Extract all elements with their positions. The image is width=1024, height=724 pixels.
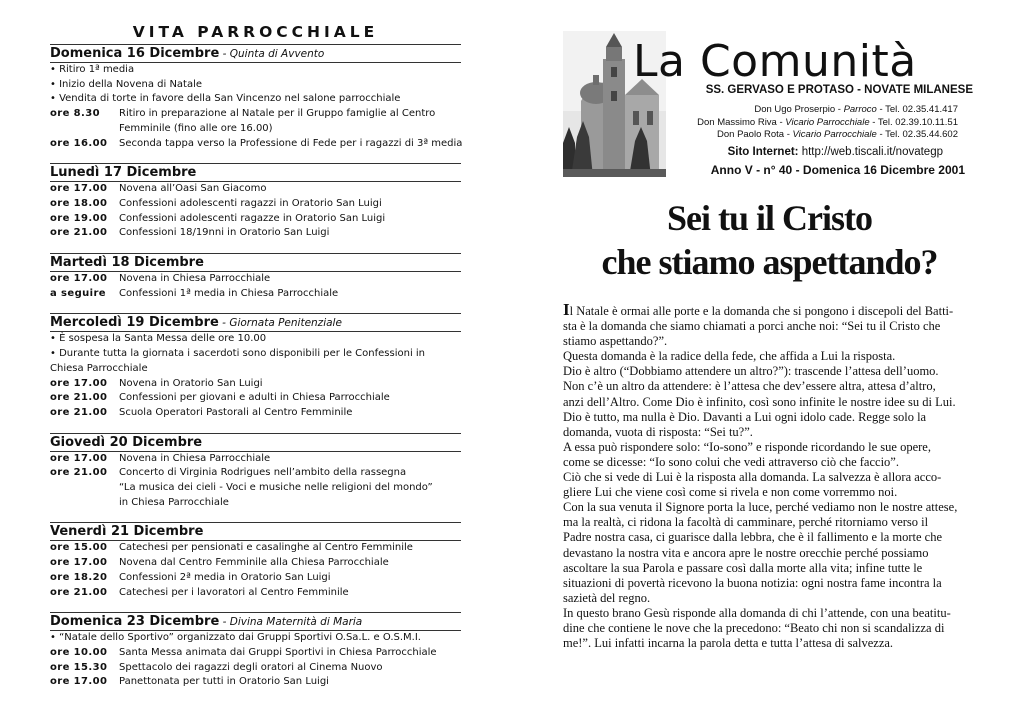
event-row (50, 212, 461, 227)
bullet-item: • Ritiro 1ª media (50, 64, 135, 75)
article-line: situazioni di povertà ricevono la buona notizia: ogni nostra fame incontra la (563, 575, 942, 590)
event-time: ore 17.00 (50, 183, 108, 195)
day-title: Domenica 16 Dicembre (50, 46, 220, 61)
article-line: devastano la nostra vita e ancora apre le nostre orecchie perché possiamo (563, 545, 929, 560)
article-line: sazietà del regno. (563, 590, 651, 605)
event-description: Spettacolo dei ragazzi degli oratori al Cinema Nuovo (119, 661, 383, 673)
event-description: Catechesi per pensionati e casalinghe al Centro Femminile (119, 542, 413, 554)
schedule (50, 44, 461, 690)
event-row (50, 675, 461, 690)
article-line: Dio è tutto, ma nulla è Dio. Davanti a Lui ogni idolo cade. Regge solo la (563, 409, 927, 424)
day-subtitle: Quinta di Avvento (229, 48, 325, 60)
event-row (50, 571, 461, 586)
event-time: ore 21.00 (50, 586, 108, 598)
day-title: Giovedì 20 Dicembre (50, 434, 203, 450)
event-description: Confessioni adolescenti ragazze in Oratorio San Luigi (119, 212, 386, 224)
article-line: Con la sua venuta il Signore porta la luce, perché vediamo non le nostre attese, (563, 500, 958, 515)
article-line: Dio è altro (“Dobbiamo attendere un altro?”): trascende l’attesa dell’uomo. (563, 364, 939, 379)
day-sep: - (218, 317, 230, 330)
event-description: Novena all’Oasi San Giacomo (119, 183, 267, 195)
article-body (563, 302, 976, 651)
article-line: ma la realtà, ci ridona la facoltà di camminare, perché ritorniamo verso il (563, 515, 929, 530)
event-description: Confessioni 2ª media in Oratorio San Luigi (119, 571, 331, 583)
event-description: Confessioni adolescenti ragazzi in Oratorio San Luigi (119, 197, 382, 209)
article-line: Padre nostra casa, ci guarisce dalla lebbra, che è il fallimento e la morte che (563, 530, 942, 545)
event-row (50, 391, 461, 406)
website-url[interactable]: http://web.tiscali.it/novategp (801, 146, 943, 158)
event-time: ore 21.00 (50, 227, 108, 239)
drop-cap: I (563, 300, 570, 319)
newsletter-title: La Comunità (633, 36, 917, 87)
event-description: Concerto di Virginia Rodrigues nell’ambito della rassegna (119, 467, 407, 479)
event-description: Confessioni 1ª media in Chiesa Parrocchiale (119, 287, 339, 299)
event-description: in Chiesa Parrocchiale (119, 496, 229, 508)
event-time: ore 16.00 (50, 137, 108, 149)
day-header (50, 522, 461, 541)
event-description: Confessioni per giovani e adulti in Chiesa Parrocchiale (119, 392, 390, 404)
day-block (50, 433, 461, 511)
event-description: Novena in Oratorio San Luigi (119, 377, 263, 389)
event-time: ore 17.00 (50, 273, 108, 285)
article-line: anzi dell’Altro. Come Dio è infinito, così sono infinite le nostre idee su di Lui. (563, 394, 956, 409)
event-time: ore 15.30 (50, 661, 108, 673)
event-time: ore 8.30 (50, 108, 100, 120)
event-time: ore 17.00 (50, 452, 108, 464)
event-row (50, 182, 461, 197)
article-line: Non c’è un altro da attendere: è l’attesa che dev’essere altra, attesa d’altro, (563, 379, 936, 394)
bullet-item: • Vendita di torte in favore della San Vincenzo nel salone parrocchiale (50, 93, 401, 105)
day-block (50, 612, 461, 690)
event-row (50, 541, 461, 556)
article-line: Ciò che si vede di Lui è la risposta alla domanda. La salvezza è allora acco- (563, 470, 942, 485)
event-time: ore 17.00 (50, 557, 108, 569)
day-block (50, 44, 461, 151)
event-time: ore 15.00 (50, 542, 108, 554)
event-description: Novena in Chiesa Parrocchiale (119, 273, 271, 285)
event-description: Confessioni 18/19nni in Oratorio San Luigi (119, 227, 330, 239)
event-time: ore 19.00 (50, 212, 108, 224)
article-line: gliere Lui che viene così come si rivela e non come vorremmo noi. (563, 485, 898, 500)
bullet-item: Chiesa Parrocchiale (50, 362, 148, 374)
event-time: ore 18.20 (50, 571, 108, 583)
website-label: Sito Internet: (727, 146, 799, 158)
day-gap (50, 151, 461, 163)
day-gap (50, 510, 461, 522)
bullet-item: • È sospesa la Santa Messa delle ore 10.00 (50, 333, 267, 345)
article-text: l Natale è ormai alle porte e la domanda che si pongono i discepoli del Batti- (569, 304, 954, 318)
event-description: Novena dal Centro Femminile alla Chiesa Parrocchiale (119, 557, 389, 569)
event-time: a seguire (50, 287, 106, 299)
event-time: ore 17.00 (50, 377, 108, 389)
event-description: Scuola Operatori Pastorali al Centro Femminile (119, 406, 353, 418)
day-title: Venerdì 21 Dicembre (50, 524, 204, 540)
event-row (50, 107, 461, 122)
event-row (50, 197, 461, 212)
bullet-item: • Durante tutta la giornata i sacerdoti sono disponibili per le Confessioni in (50, 348, 426, 360)
event-row (50, 452, 461, 467)
day-header (50, 163, 461, 182)
website (668, 146, 943, 158)
event-row (50, 586, 461, 601)
event-row (50, 646, 461, 661)
headline: Sei tu il Cristo che stiamo aspettando? (601, 198, 938, 282)
day-title: Lunedì 17 Dicembre (50, 165, 197, 181)
event-description: Panettonata per tutti in Oratorio San Luigi (119, 676, 329, 688)
article-line: ascoltare la sua Parola e passare così dalla morte alla vita; infine tutte le (563, 560, 923, 575)
article-line: stiamo aspettando?”. (563, 334, 668, 349)
event-row (50, 226, 461, 241)
event-time: ore 17.00 (50, 676, 108, 688)
day-gap (50, 301, 461, 313)
bullet-item: • “Natale dello Sportivo” organizzato dai Gruppi Sportivi O.Sa.L. e O.S.M.I. (50, 632, 421, 644)
day-subtitle: Giornata Penitenziale (229, 317, 342, 330)
day-block (50, 313, 461, 420)
event-row (50, 137, 461, 152)
day-block (50, 163, 461, 241)
clergy-line: Don Ugo Proserpio - Parroco - Tel. 02.35.41.417 (754, 104, 958, 115)
article-line: dine che contiene le nove che la precedono: “Beato chi non si scandalizza di (563, 620, 945, 635)
article-line: In questo brano Gesù risponde alla domanda di chi l’attende, con una beatitu- (563, 605, 951, 620)
event-description: Catechesi per i lavoratori al Centro Femminile (119, 586, 349, 598)
bullet-item: • Inizio della Novena di Natale (50, 78, 203, 90)
event-row (50, 661, 461, 676)
event-description: Novena in Chiesa Parrocchiale (119, 452, 271, 464)
event-time (50, 481, 119, 496)
event-row (50, 466, 461, 481)
day-title: Mercoledì 19 Dicembre (50, 315, 219, 331)
day-gap (50, 600, 461, 612)
event-row (50, 556, 461, 571)
day-block (50, 253, 461, 301)
event-time: ore 21.00 (50, 392, 108, 404)
day-subtitle: Divina Maternità di Maria (229, 616, 363, 629)
article-line (563, 302, 976, 319)
event-row (50, 287, 461, 302)
article-line: A essa può rispondere solo: “Io-sono” e risponde ricordando le sue opere, (563, 439, 931, 454)
article-line: come se dicesse: “Io sono colui che vedi attraverso ciò che faccio”. (563, 454, 899, 469)
article-line: sta è la domanda che siamo chiamati a porci anche noi: “Sei tu il Cristo che (563, 319, 941, 334)
day-gap (50, 421, 461, 433)
event-row (50, 122, 461, 137)
day-gap (50, 241, 461, 253)
parish-life-column (50, 20, 461, 690)
event-row (50, 406, 461, 421)
day-sep: - (219, 48, 230, 60)
day-header (50, 253, 461, 272)
article-line: me!”. Lui infatti incarna la parola detta e tutta l’attesa di salvezza. (563, 636, 894, 651)
event-row (50, 496, 461, 511)
day-header (50, 433, 461, 452)
event-time: ore 10.00 (50, 646, 108, 658)
event-time: ore 21.00 (50, 406, 108, 418)
event-time (50, 122, 119, 137)
event-description: Femminile (fino alle ore 16.00) (119, 122, 273, 134)
day-header (50, 612, 461, 631)
event-time: ore 18.00 (50, 197, 108, 209)
day-title: Domenica 23 Dicembre (50, 614, 220, 630)
day-title: Martedì 18 Dicembre (50, 255, 204, 271)
parish-name: SS. GERVASO E PROTASO - NOVATE MILANESE (705, 84, 973, 96)
clergy-line: Don Paolo Rota - Vicario Parrocchiale - Tel. 02.35.44.602 (717, 129, 958, 141)
event-time: ore 21.00 (50, 467, 108, 479)
event-row (50, 272, 461, 287)
article-line: domanda, vuota di risposta: “Sei tu?”. (563, 424, 753, 439)
event-description: Seconda tappa verso la Professione di Fede per i ragazzi di 3ª media (119, 137, 463, 149)
event-description: Santa Messa animata dai Gruppi Sportivi in Chiesa Parrocchiale (119, 646, 437, 658)
day-header (50, 44, 461, 63)
event-row (50, 481, 461, 496)
clergy-line: Don Massimo Riva - Vicario Parrocchiale - Tel. 02.39.10.11.51 (697, 116, 958, 128)
parish-life-title: VITA PARROCCHIALE (132, 23, 379, 41)
event-description: “La musica dei cieli - Voci e musiche nelle religioni del mondo” (119, 482, 433, 494)
day-sep: - (219, 616, 230, 629)
event-time (50, 496, 119, 511)
issue-info: Anno V - n° 40 - Domenica 16 Dicembre 2001 (710, 163, 965, 177)
day-block (50, 522, 461, 600)
day-header (50, 313, 461, 332)
article-line: Questa domanda è la radice della fede, che affida a Lui la risposta. (563, 349, 896, 364)
event-description: Ritiro in preparazione al Natale per il Gruppo famiglie al Centro (119, 108, 436, 120)
clergy-list (668, 104, 958, 142)
event-row (50, 377, 461, 392)
